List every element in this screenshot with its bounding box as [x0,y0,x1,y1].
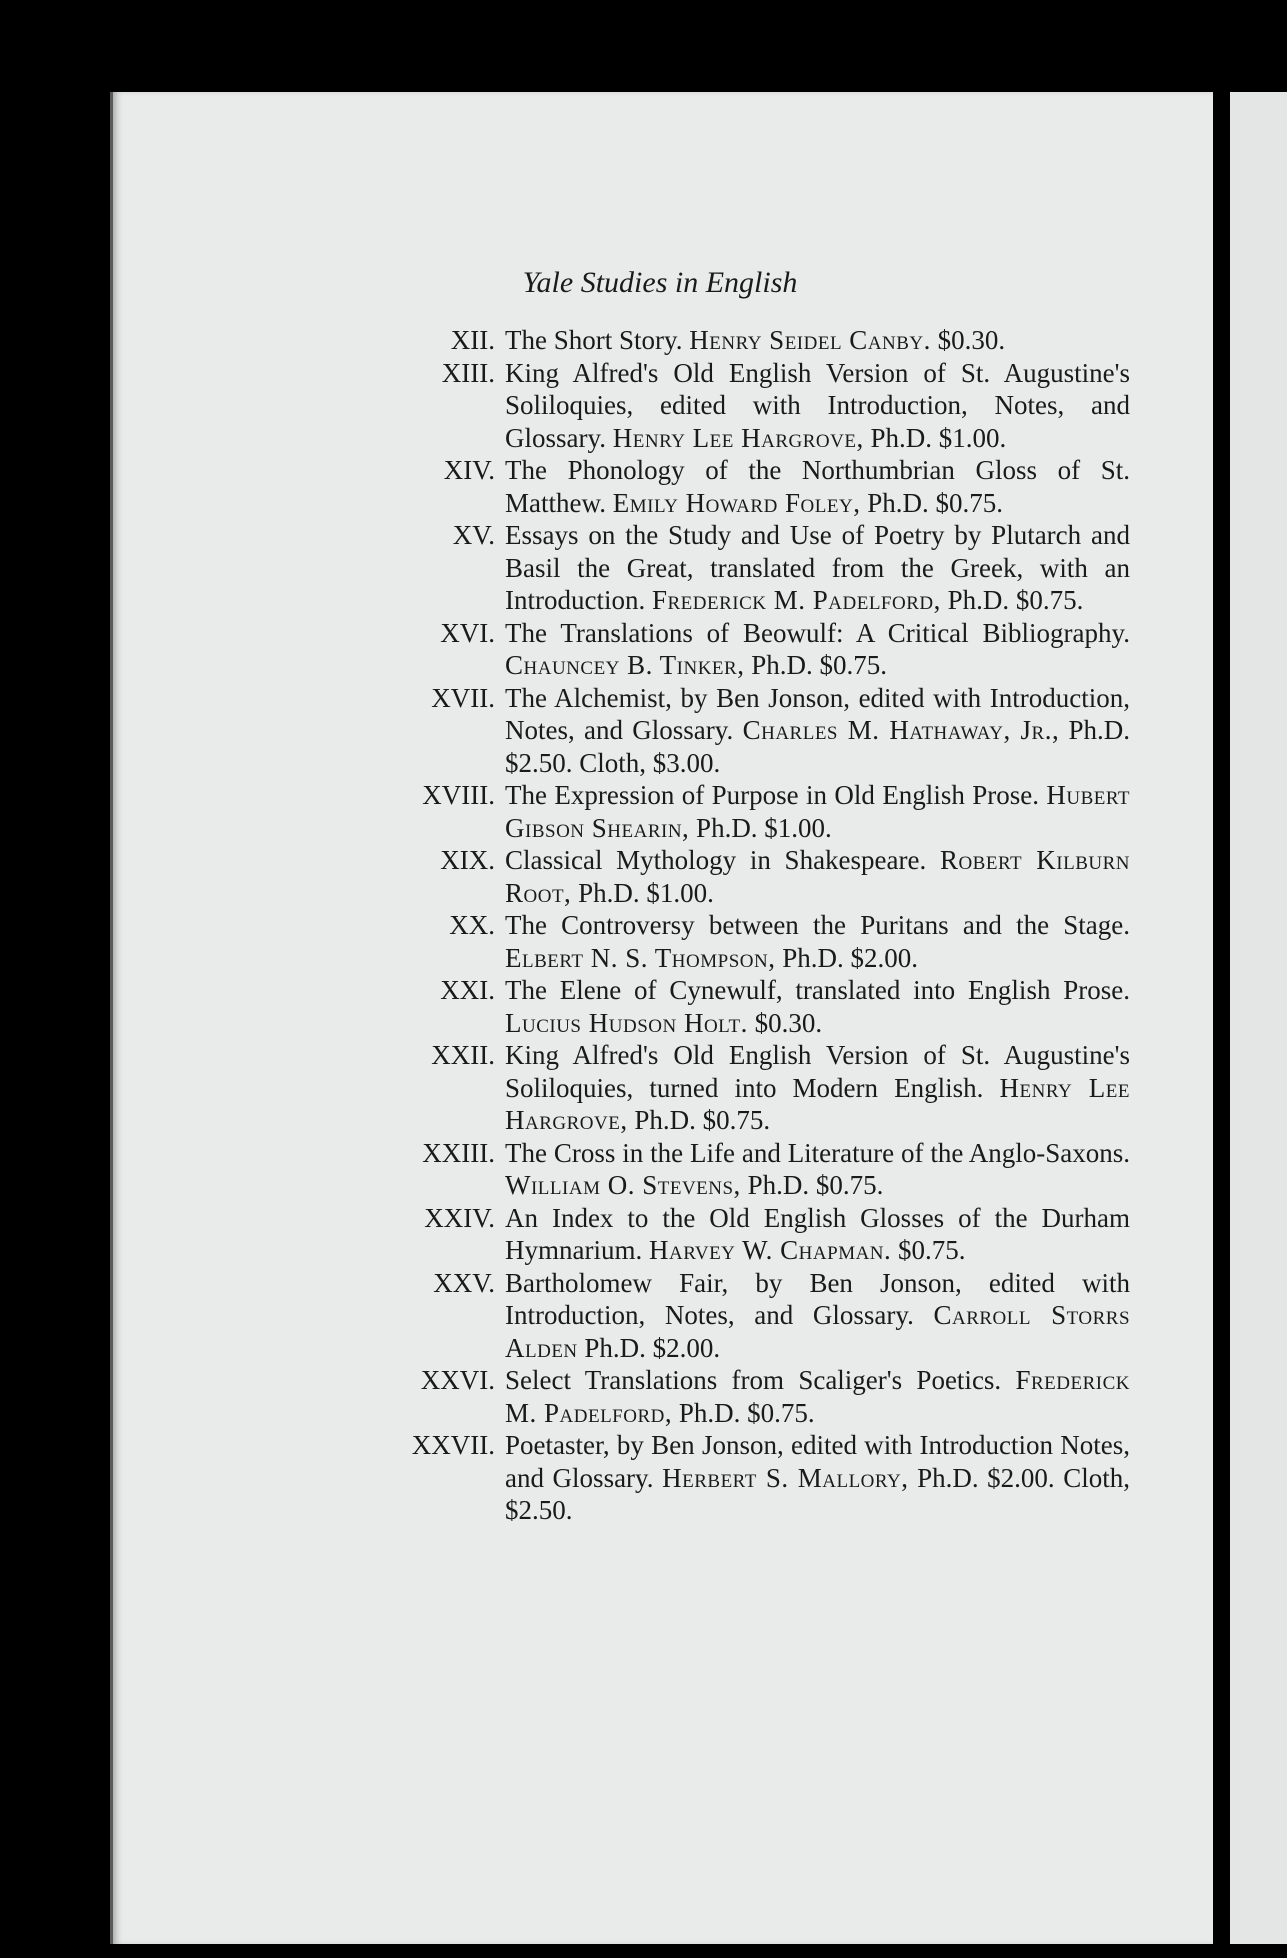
entry-price: Ph.D. $2.00. Cloth, $2.50. [505,1462,1131,1525]
entry-author: Henry Lee Hargrove, [612,422,864,453]
entry-price: Ph.D. $0.75. [678,1397,815,1428]
entry-author: Henry Seidel Canby. [689,325,931,355]
entry-author: Chauncey B. Tinker, [505,650,745,680]
entry-title: Essays on the Study and Use of Poetry by Plutarch and Basil the Great, translated from the Greek, with an Introduction. [505,520,1130,615]
entry-number: XIV. [443,455,495,485]
entry-title: Select Translations from Scaliger's Poetics. [505,1365,1002,1395]
catalog-entry [390,1202,1130,1267]
entry-number: XVII. [431,682,495,713]
series-catalog [390,324,1130,1527]
catalog-entry [390,682,1130,780]
entry-author: William O. Stevens, [505,1170,741,1200]
catalog-entry [390,454,1130,519]
entry-title: The Expression of Purpose in Old English Prose. [505,780,1039,810]
entry-number: XX. [449,910,495,940]
entry-author: Herbert S. Mallory, [662,1462,909,1493]
entry-author: Charles M. Hathaway, Jr., [742,715,1060,745]
entry-number: XXVI. [420,1365,495,1395]
entry-author: Harvey W. Chapman. [648,1235,892,1265]
entry-price: Ph.D. $2.00. [584,1332,721,1363]
entry-price: Ph.D. $1.00. [578,877,714,908]
entry-number: XXV. [433,1267,495,1298]
entry-price: $0.30. [754,1007,823,1038]
catalog-entry [390,1364,1130,1429]
entry-price: Ph.D. $0.75. [867,487,1003,518]
entry-author: Carroll Storrs Alden [505,1300,1131,1363]
entry-price: $0.75. [898,1235,966,1265]
entry-author: Robert Kilburn Root, [505,845,1130,908]
entry-price: Ph.D. $0.75. [947,585,1084,615]
entry-number: XXIII. [422,1137,495,1168]
entry-number: XV. [452,520,495,550]
catalog-entry [390,324,1130,357]
entry-price: Ph.D. $2.00. [782,942,918,973]
entry-number: XIX. [440,845,495,875]
entry-price: $0.30. [937,325,1006,355]
running-head: Yale Studies in English [522,266,798,299]
catalog-entry [390,974,1130,1039]
entry-author: Elbert N. S. Thompson, [505,942,776,973]
catalog-entry [390,779,1130,844]
entry-number: XXI. [440,975,495,1005]
entry-title: King Alfred's Old English Version of St. Augustine's Soliloquies, edited with Introduction, Notes, and Glossary. [505,357,1130,453]
entry-price: Ph.D. $2.50. Cloth, $3.00. [505,715,1131,778]
entry-title: Poetaster, by Ben Jonson, edited with Introduction Notes, and Glossary. [505,1430,1130,1493]
entry-author: Frederick M. Padelford, [505,1365,1130,1428]
entry-price: Ph.D. $1.00. [870,422,1007,453]
catalog-entry [390,357,1130,455]
entry-author: Frederick M. Padelford, [651,585,941,615]
entry-title: The Cross in the Life and Literature of the Anglo-Saxons. [505,1137,1130,1168]
entry-title: King Alfred's Old English Version of St. Augustine's Soliloquies, turned into Modern English. [505,1040,1130,1103]
entry-author: Emily Howard Foley, [612,487,861,518]
entry-title: The Short Story. [505,325,683,355]
entry-title: The Elene of Cynewulf, translated into English Prose. [505,975,1130,1005]
entry-title: An Index to the Old English Glosses of the Durham Hymnarium. [505,1202,1130,1265]
entry-price: Ph.D. $0.75. [751,650,887,680]
entry-title: Classical Mythology in Shakespeare. [505,845,927,875]
entry-number: XIII. [441,357,495,388]
entry-number: XVI. [440,617,495,648]
entry-author: Hubert Gibson Shearin, [505,780,1131,843]
facing-page-edge [1230,92,1287,1944]
catalog-entry [390,617,1130,682]
catalog-entry [390,1267,1130,1365]
entry-price: Ph.D. $0.75. [747,1170,884,1200]
entry-number: XXIV. [424,1202,495,1233]
catalog-entry [390,519,1130,617]
entry-author: Henry Lee Hargrove, [505,1072,1130,1135]
entry-number: XXII. [431,1040,495,1070]
entry-title: The Controversy between the Puritans and the Stage. [505,910,1130,940]
entry-author: Lucius Hudson Holt. [505,1007,748,1038]
catalog-entry [390,844,1130,909]
entry-title: The Translations of Beowulf: A Critical Bibliography. [505,617,1130,648]
catalog-entry [390,1039,1130,1137]
entry-title: The Alchemist, by Ben Jonson, edited with Introduction, Notes, and Glossary. [505,682,1130,745]
entry-price: Ph.D. $0.75. [634,1105,771,1135]
entry-number: XII. [450,325,495,355]
entry-number: XVIII. [422,780,495,810]
catalog-entry [390,909,1130,974]
catalog-entry [390,1137,1130,1202]
entry-title: Bartholomew Fair, by Ben Jonson, edited with Introduction, Notes, and Glossary. [505,1267,1130,1330]
entry-title: The Phonology of the Northumbrian Gloss of St. Matthew. [505,455,1130,518]
entry-number: XXVII. [411,1430,495,1460]
entry-price: Ph.D. $1.00. [696,812,832,843]
catalog-entry [390,1429,1130,1527]
